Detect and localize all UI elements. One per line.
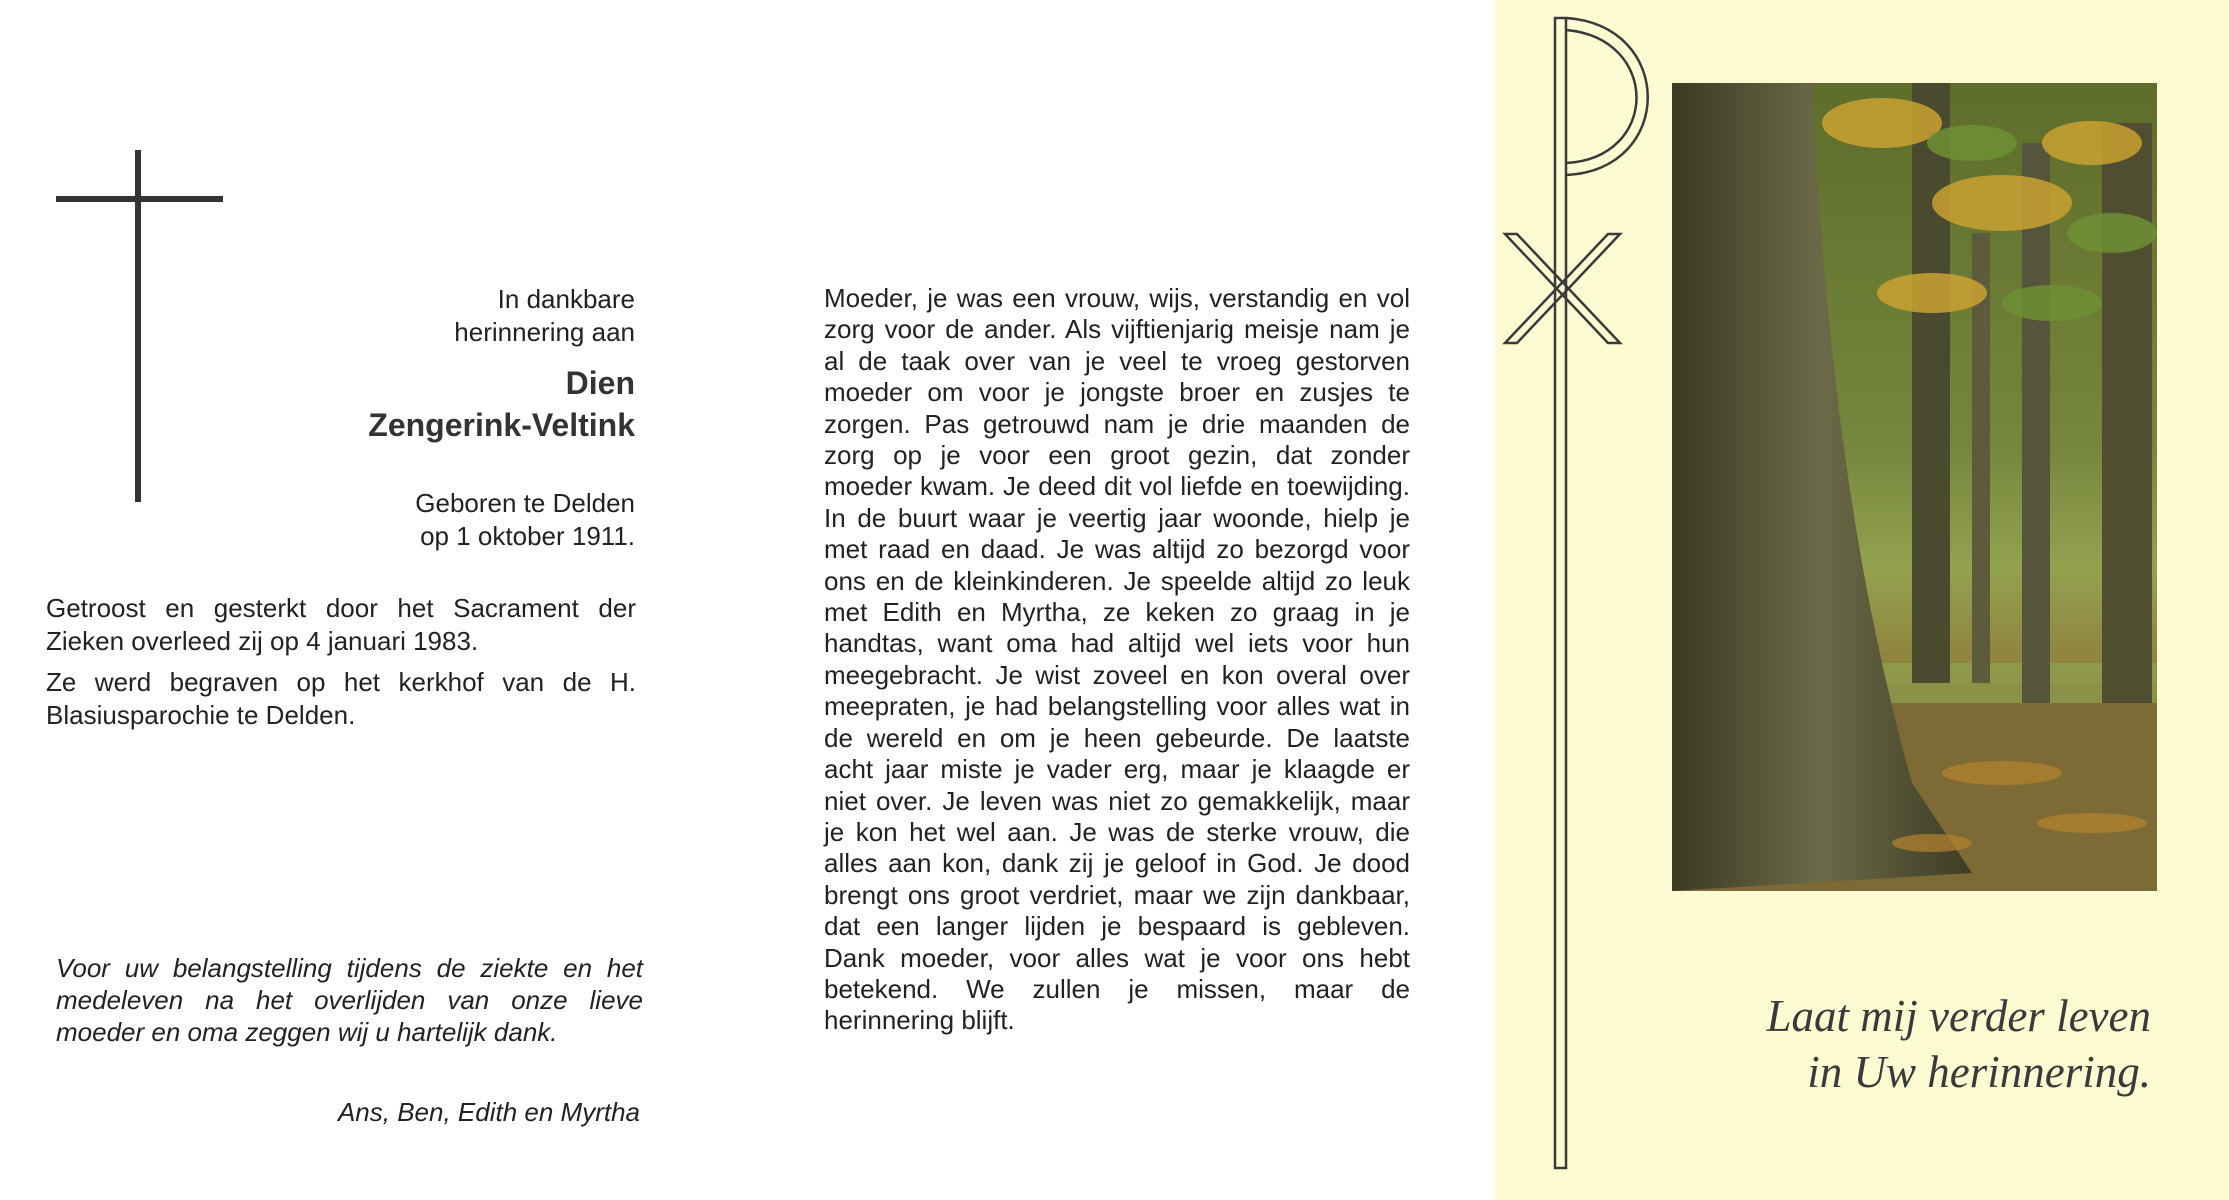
birth-place: Geboren te Delden: [415, 488, 635, 518]
death-paragraph: Getroost en gesterkt door het Sacrament der Zieken overleed zij op 4 januari 1983.: [46, 593, 636, 656]
family-signature: Ans, Ben, Edith en Myrtha: [337, 1097, 640, 1127]
intro-line-1: In dankbare: [497, 284, 635, 314]
middle-panel: [720, 0, 1495, 1200]
intro-line-2: herinnering aan: [454, 317, 635, 347]
forest-photo-image: [1672, 83, 2157, 891]
birth-date: op 1 oktober 1911.: [420, 521, 635, 551]
first-name: Dien: [565, 365, 635, 401]
burial-paragraph: Ze werd begraven op het kerkhof van de H. Blasiusparochie te Delden.: [46, 667, 636, 730]
cross-icon: [135, 150, 141, 502]
deceased-name: [215, 362, 635, 446]
motto-text: [1591, 988, 2151, 1100]
forest-photo: [1672, 83, 2157, 891]
last-name: Zengerink-Veltink: [368, 407, 635, 443]
cross-icon-bar: [56, 196, 223, 202]
motto-line-1: Laat mij verder leven: [1766, 991, 2151, 1041]
left-panel: [0, 0, 720, 1200]
birth-info: [235, 487, 635, 553]
intro-text: [335, 283, 635, 349]
letter-text: Moeder, je was een vrouw, wijs, verstandig en vol zorg voor de ander. Als vijftienjarig meisje nam je al de taak over van je veel te vroeg gestorven moeder om voor je jongste broer en zusjes te zorgen. Pas getrouwd nam je drie maanden de zorg op je voor een groot gezin, dat zonder moeder kwam. Je deed dit vol liefde en toewijding. In de buurt waar je veertig jaar woonde, hielp je met raad en daad. Je was altijd zo bezorgd voor ons en de kleinkinderen. Je speelde altijd zo leuk met Edith en Myrtha, ze keken zo graag in je handtas, want oma had altijd wel iets voor hun meegebracht. Je wist zoveel en kon overal over meepraten, je had belangstelling voor alles wat in de wereld en om je heen gebeurde. De laatste acht jaar miste je vader erg, maar je klaagde er niet over. Je leven was niet zo gemakkelijk, maar je kon het wel aan. Je was de sterke vrouw, die alles aan kon, dank zij je geloof in God. Je dood brengt ons groot verdriet, maar we zijn dankbaar, dat een langer lijden je bespaard is gebleven. Dank moeder, voor alles wat je voor ons hebt betekend. We zullen je missen, maar de herinnering blijft.: [824, 283, 1410, 1036]
motto-line-2: in Uw herinnering.: [1807, 1047, 2151, 1097]
thanks-text: Voor uw belangstelling tijdens de ziekte en het medeleven na het overlijden van onze lieve moeder en oma zeggen wij u hartelijk dank.: [56, 953, 643, 1047]
right-panel: [1495, 0, 2229, 1200]
